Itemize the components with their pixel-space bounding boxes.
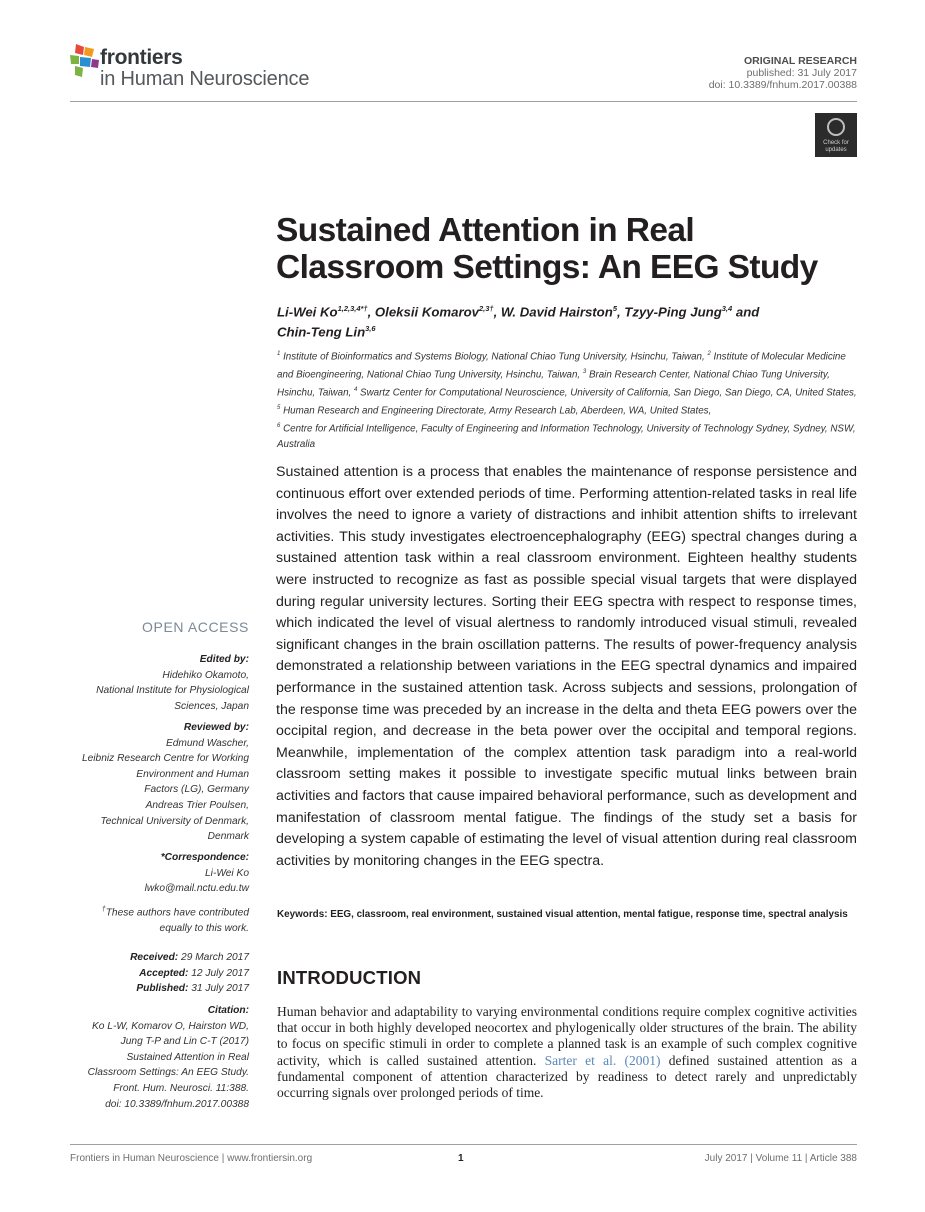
article-title: Sustained Attention in Real Classroom Settings: An EEG Study xyxy=(276,212,818,286)
check-badge-label: Check for updates xyxy=(823,140,849,153)
journal-logo[interactable] xyxy=(70,42,370,98)
bookmark-icon xyxy=(827,118,845,136)
author-name[interactable]: Chin-Teng Lin xyxy=(277,324,366,340)
journal-name: in Human Neuroscience xyxy=(100,68,310,90)
author-name[interactable]: , Oleksii Komarov xyxy=(367,304,479,320)
frontiers-logo-icon xyxy=(70,44,100,78)
keywords: Keywords: EEG, classroom, real environment, sustained visual attention, mental fatigue, response time, spectral analysis xyxy=(277,909,848,920)
author-name[interactable]: , Tzyy-Ping Jung xyxy=(616,304,722,320)
citation-block: Citation: Ko L-W, Komarov O, Hairston WD, Jung T-P and Lin C-T (2017) Sustained Attention in Real Classroom Settings: An EEG Study. Front. Hum. Neurosci. 11:388. doi: 10.3389/fnhum.2017.00388 xyxy=(88,1003,249,1112)
page-number: 1 xyxy=(458,1153,464,1164)
header-doi[interactable]: doi: 10.3389/fnhum.2017.00388 xyxy=(708,79,857,91)
introduction-paragraph: Human behavior and adaptability to varying environmental conditions require complex cognitive activities that occur in both highly developed neocortex and phylogenically older structures of the brain. The ability to focus on specific stimuli in order to complete a planned task is an example of such complex cognitive activity, which is called sustained attention. Sarter et al. (2001) defined sustained attention as a fundamental component of attention characterized by readiness to detect rarely and unpredictably occurring signals over prolonged periods of time. xyxy=(277,1004,857,1101)
footer-divider xyxy=(70,1144,857,1145)
check-for-updates-badge[interactable] xyxy=(815,113,857,157)
citation-doi[interactable]: doi: 10.3389/fnhum.2017.00388 xyxy=(105,1098,249,1110)
article-meta xyxy=(709,55,857,91)
correspondence-email[interactable]: lwko@mail.nctu.edu.tw xyxy=(144,883,249,895)
brand-name: frontiers xyxy=(100,46,183,69)
abstract: Sustained attention is a process that enables the maintenance of response persistence and continuous effort over extended periods of time. Performing attention-related tasks in real life involves the need to ignore a variety of distractions and inhibit attention shifts to irrelevant activities. This study investigates electroencephalography (EEG) spectral changes during a sustained attention task within a real classroom environment. Eighteen healthy students were instructed to recognize as fast as possible special visual targets that were displayed during regular university lectures. Sorting their EEG spectra with respect to response times, which indicated the level of visual alertness to randomly introduced visual stimuli, revealed significant changes in the brain oscillation patterns. The results of power-frequency analysis demonstrated a relationship between variations in the EEG spectral dynamics and impaired performance in the sustained attention task. Across subjects and sessions, prolongation of the response time was preceded by an increase in the delta and theta EEG powers over the occipital region, and decrease in the beta power over the occipital and temporal regions. Meanwhile, implementation of the complex attention task paradigm into a real-world classroom setting makes it possible to investigate specific mutual links between brain activities and factors that cause impaired behavioral performance, such as development and manifestation of classroom mental fatigue. The findings of the study set a basis for developing a system capable of estimating the level of visual attention during real classroom activities by monitoring changes in the EEG spectra. xyxy=(276,464,857,869)
footer-issue-info: July 2017 | Volume 11 | Article 388 xyxy=(704,1153,857,1164)
reviewer-name: Andreas Trier Poulsen, xyxy=(145,799,249,811)
published-date: published: 31 July 2017 xyxy=(746,67,857,79)
header-divider xyxy=(70,101,857,102)
article-dates: Received: 29 March 2017 Accepted: 12 July 2017 Published: 31 July 2017 xyxy=(130,952,249,995)
affiliations: $^1$ Institute of Bioinformatics and Systems Biology, National Chiao Tung University, Hsinchu, Taiwan, $^2$ Institute of Molecular Medicine and Bioengineering, National Chiao Tung University, Hsinchu, Taiwan, $^3$ Brain Research Center, National Chiao Tung University, Hsinchu, Taiwan, $^4$ Swartz Center for Computational Neuroscience, University of California, San Diego, San Diego, CA, United States, $^5$ Human Research and Engineering Directorate, Army Research Lab, Aberdeen, WA, United States, $^6$ Centre for Artificial Intelligence, Faculty of Engineering and Information Technology, University of Technology Sydney, Sydney, NSW, Australia xyxy=(277,351,857,450)
author-name[interactable]: , W. David Hairston xyxy=(493,304,613,320)
footer-journal-link[interactable]: Frontiers in Human Neuroscience | www.frontiersin.org xyxy=(70,1153,313,1164)
author-list: Li-Wei $Ko^{1,2,3,4*\dagger}$, Oleksii Komarov$^{2,3\dagger}$, W. David Hairston$^5$, Tzyy-Ping Jung$^{3,4}$ and Chin-Teng Lin$^{3,6}$ xyxy=(277,304,760,340)
open-access-label: OPEN ACCESS xyxy=(142,619,249,635)
equal-contribution-note: †These authors have contributed equally to this work. xyxy=(101,906,249,934)
reviewed-by: Reviewed by: Edmund Wascher, Leibniz Research Centre for Working Environment and Human Factors (LG), Germany Andreas Trier Poulsen, Technical University of Denmark, Denmark xyxy=(81,722,249,843)
edited-by: Edited by: Hidehiko Okamoto, National Institute for Physiological Sciences, Japan xyxy=(96,654,249,712)
section-heading-introduction: INTRODUCTION xyxy=(277,967,422,988)
editor-name: Hidehiko Okamoto, xyxy=(162,669,249,681)
article-type: ORIGINAL RESEARCH xyxy=(744,55,857,67)
reviewer-name: Edmund Wascher, xyxy=(165,737,249,749)
citation-link[interactable]: Sarter et al. (2001) xyxy=(544,1052,661,1068)
correspondence: *Correspondence: Li-Wei Ko lwko@mail.nctu.edu.tw xyxy=(145,850,249,897)
author-name[interactable]: Li-Wei Ko xyxy=(277,304,338,320)
